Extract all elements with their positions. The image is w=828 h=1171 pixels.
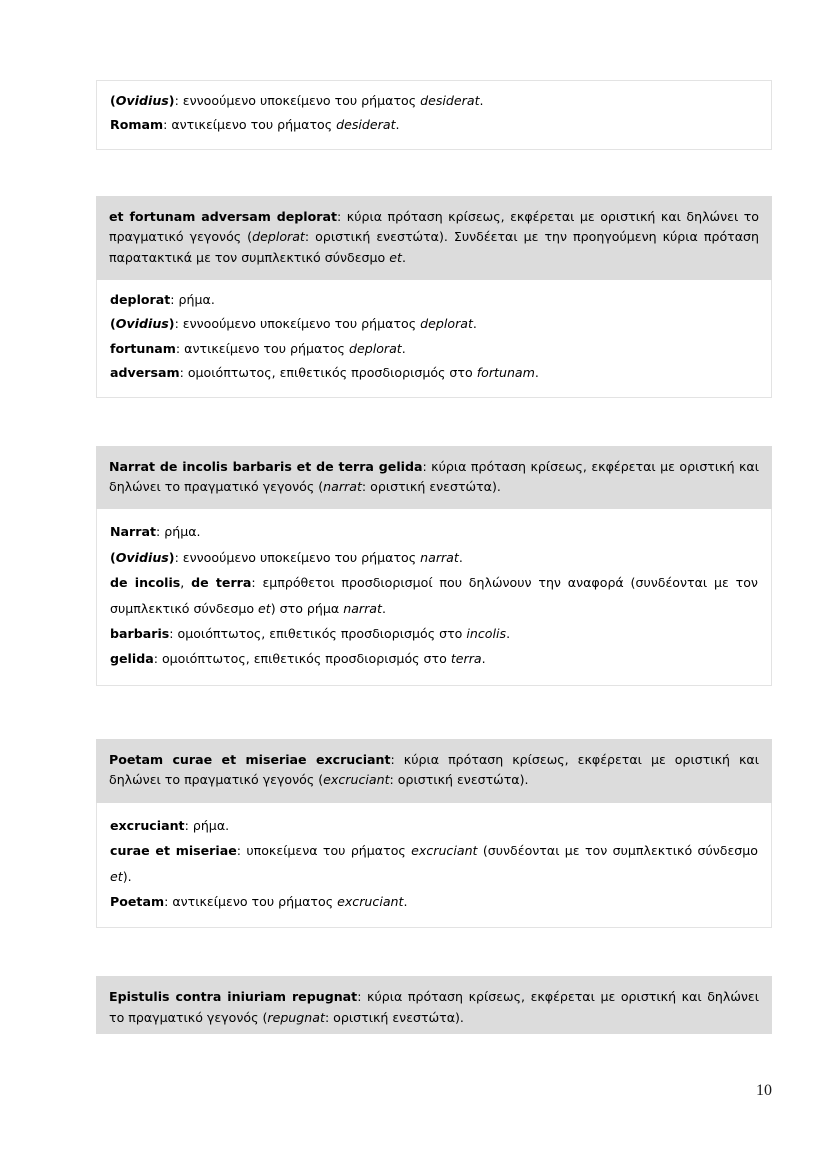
syntax-entry: fortunam: αντικείμενο του ρήματος deplorat. bbox=[110, 340, 406, 356]
syntax-entry: Narrat: ρήμα. bbox=[110, 524, 201, 540]
block-gap bbox=[96, 928, 772, 976]
syntax-block-repugnat bbox=[96, 976, 772, 1034]
syntax-entry: excruciant: ρήμα. bbox=[110, 817, 230, 833]
syntax-entry: adversam: ομοιόπτωτος, επιθετικός προσδιορισμός στο fortunam. bbox=[110, 365, 539, 381]
syntax-block-header: Poetam curae et miseriae excruciant: κύρια πρόταση κρίσεως, εκφέρεται με οριστική και δηλώνει το πραγματικό γεγονός (excruciant: οριστική ενεστώτα). bbox=[96, 739, 772, 803]
page-content bbox=[96, 0, 772, 1034]
block-gap bbox=[96, 686, 772, 739]
syntax-entry: curae et miseriae: υποκείμενα του ρήματος excruciant (συνδέονται με τον συμπλεκτικό σύνδεσμο et). bbox=[110, 843, 759, 884]
syntax-block-body bbox=[96, 280, 772, 398]
syntax-block-excruciant bbox=[96, 739, 772, 929]
syntax-block-body bbox=[96, 80, 772, 150]
syntax-block-header: Epistulis contra iniuriam repugnat: κύρια πρόταση κρίσεως, εκφέρεται με οριστική και δηλώνει το πραγματικό γεγονός (repugnat: οριστική ενεστώτα). bbox=[96, 976, 772, 1034]
syntax-entry: (Ovidius): εννοούμενο υποκείμενο του ρήματος deplorat. bbox=[110, 316, 477, 332]
syntax-block-header: Narrat de incolis barbaris et de terra gelida: κύρια πρόταση κρίσεως, εκφέρεται με οριστική και δηλώνει το πραγματικό γεγονός (narrat: οριστική ενεστώτα). bbox=[96, 446, 772, 510]
syntax-entry: (Ovidius): εννοούμενο υποκείμενο του ρήματος desiderat. bbox=[110, 93, 484, 108]
syntax-block-body bbox=[96, 509, 772, 686]
syntax-entry: barbaris: ομοιόπτωτος, επιθετικός προσδιορισμός στο incolis. bbox=[110, 626, 511, 642]
syntax-entry: Poetam: αντικείμενο του ρήματος excruciant. bbox=[110, 894, 408, 910]
syntax-entry: deplorat: ρήμα. bbox=[110, 291, 215, 307]
syntax-entry: Romam: αντικείμενο του ρήματος desiderat. bbox=[110, 117, 400, 133]
syntax-block-narrat bbox=[96, 446, 772, 686]
page-number: 10 bbox=[756, 1082, 772, 1099]
top-margin-spacer bbox=[96, 0, 772, 80]
syntax-entry: gelida: ομοιόπτωτος, επιθετικός προσδιορισμός στο terra. bbox=[110, 651, 486, 667]
block-gap bbox=[96, 150, 772, 196]
syntax-entry: de incolis, de terra: εμπρόθετοι προσδιορισμοί που δηλώνουν την αναφορά (συνδέονται με τον συμπλεκτικό σύνδεσμο et) στο ρήμα narrat. bbox=[110, 575, 758, 616]
syntax-entry: (Ovidius): εννοούμενο υποκείμενο του ρήματος narrat. bbox=[110, 549, 463, 565]
syntax-block-body bbox=[96, 803, 772, 929]
syntax-block-deplorat bbox=[96, 196, 772, 398]
syntax-block-header: et fortunam adversam deplorat: κύρια πρόταση κρίσεως, εκφέρεται με οριστική και δηλώνει το πραγματικό γεγονός (deplorat: οριστική ενεστώτα). Συνδέεται με την προηγούμενη κύρια πρόταση παρατακτικά με τον συμπλεκτικό σύνδεσμο et. bbox=[96, 196, 772, 280]
block-gap bbox=[96, 398, 772, 446]
syntax-block-desiderat-continued bbox=[96, 80, 772, 150]
